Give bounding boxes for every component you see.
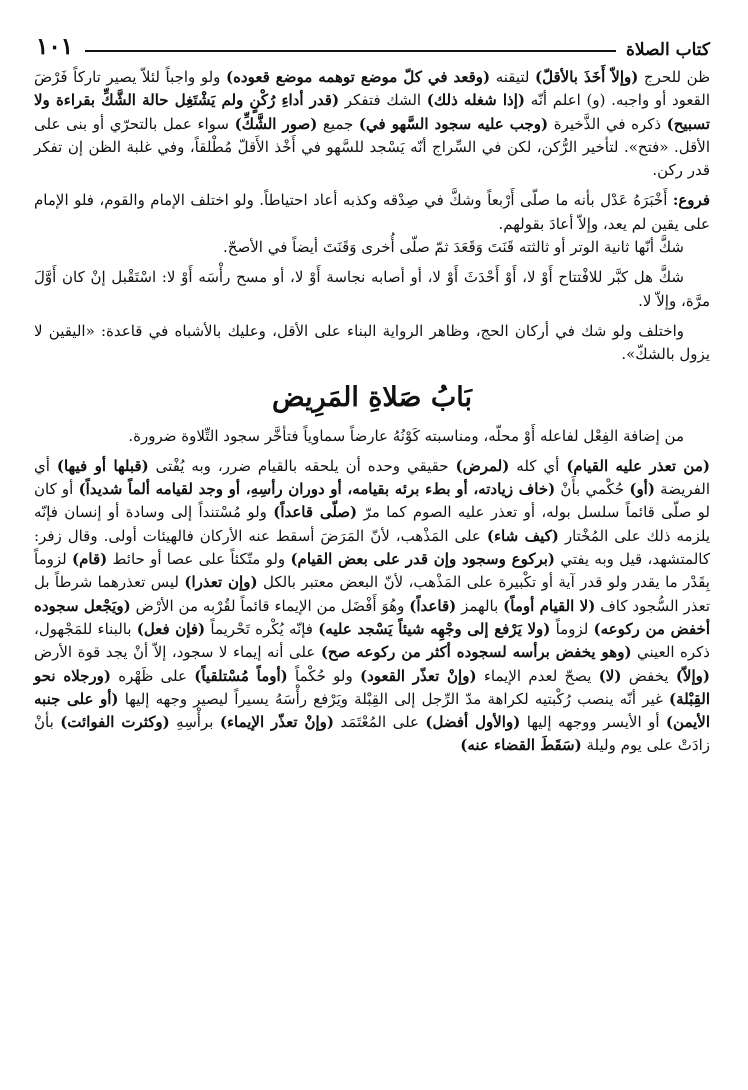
text-run: يصحّ لعدم الإيماء — [476, 666, 599, 685]
matn-bold-run: (خاف زيادته، أو بطء برئه بقيامه، أو دوران رأسِهِ، أو وجد لقيامه ألماً شديداً) — [78, 480, 556, 499]
text-run: ظن للحرج — [638, 68, 711, 86]
matn-bold-run: (أو) — [629, 480, 655, 499]
matn-bold-run: (ورجلاه نحو القِبْلة) — [34, 666, 710, 708]
matn-bold-run: (سَقَطَ القضاء عنه) — [460, 736, 582, 755]
matn-bold-run: (لا القيام أوماً) — [503, 596, 596, 615]
text-run: على المَذْهب، لأنّ المَرَضَ أسقط عنه الأركان فالهيئات أولى. وقال زفر: كالمتشهد، قيل وبه يفتي — [34, 526, 711, 569]
text-run: أو الأيسر ووجهه إليها — [520, 713, 666, 732]
text-run: سواء عمل بالتحرّي أو بنى على الأقل. «فتح». لتأخير الرُّكن، لكن في السِّراج أنّه يَسْجد للسَّهو في أَخْذ الأَقلّ مُطْلقاً، وفي غلبة الظن إن تفكر قدر ركن. — [34, 114, 711, 180]
paragraph-hajj-doubt: واختلف ولو شك في أركان الحج، وظاهر الرواية البناء على الأقل، وعليك بالأشباه في قاعدة: «اليقين لا يزول بالشكّ». — [34, 321, 710, 364]
text-run: ولو متّكئاً على عصا أو حائط — [107, 550, 291, 569]
paragraph-sick-prayer — [34, 455, 710, 758]
text-run: لتيقنه — [490, 68, 536, 86]
matn-bold-run: (وجب عليه سجود السَّهو في) — [358, 114, 549, 133]
text-run: بالهمز — [456, 596, 504, 615]
text-run: ذكره في الذَّخيرة — [548, 114, 667, 133]
text-run: بأنْ زادَتْ على يوم وليلة — [34, 713, 710, 755]
matn-bold-run: (وقعد في كلّ موضع توهمه موضع قعوده) — [225, 68, 491, 86]
matn-bold-run: (وإلاّ) — [675, 666, 710, 685]
paragraph-witr-doubt: شكَّ أنّها ثانية الوتر أو ثالثته قَنَتَ وَقَعَدَ ثمّ صلّى أُخرى وَقَنَتَ أيضاً في الأصحّ. — [223, 238, 684, 257]
text-run: على المُعْتَمَد — [333, 713, 426, 732]
matn-bold-run: (من تعذر عليه القيام) — [566, 456, 710, 475]
text-run: لزوماً بِقَدْر ما يقدر ولو قدر آية أو تكْبيرة على المَذْهب، لأنّ البعض معتبر بالكل — [34, 550, 710, 592]
text-run: بالبناء للمَجْهول، ذكره العيني — [34, 619, 710, 662]
text-run: أي الفريضة — [34, 456, 710, 499]
matn-bold-run: (قام) — [72, 550, 108, 569]
text-run: لزوماً — [550, 619, 594, 638]
text-run: غير أنّه ينصب رُكْبتيه لكراهة مدّ الرِّجل إلى القِبْلة ويَرْفع رأْسَهُ يسيراً ليصير وجهه إليها — [118, 689, 670, 708]
section-heading: بَابُ صَلاةِ المَرِيض — [272, 381, 472, 413]
text-run: أَخْبَرَهُ عَدْل بأنه ما صلّى أَرْبعاً وشكَّ في صِدْقه وكذبه أعاد احتياطاً. ولو اختلف الإمام والقوم، فلو الإمام على يقين لم يعد، وإلاّ أعادَ بقولهم. — [34, 191, 710, 233]
text-run: ولو حُكْماً — [287, 666, 360, 685]
page-number: ١٠١ — [36, 33, 74, 60]
text-run: أو كان لو صلّى قائماً سلسل بوله، أو تعذر عليه الصوم كما مرّ — [34, 480, 710, 522]
matn-bold-run: (لا) — [598, 666, 622, 685]
text-run: يخفض — [621, 666, 676, 685]
matn-bold-run: (لمرض) — [455, 456, 510, 475]
matn-bold-run: (فإن فعل) — [136, 619, 206, 638]
text-run: حُكْمي بأَنْ — [555, 480, 630, 499]
text-run: فإنّه يُكْره تَحْريماً — [205, 619, 319, 638]
text-run: أي كله — [509, 456, 567, 475]
matn-bold-run: (وإنْ تعذّر الإيماء) — [219, 713, 334, 732]
matn-bold-run: (إذا شغله ذلك) — [426, 91, 525, 110]
text-run: حقيقي وحده أن يلحقه بالقيام ضرر، وبه يُفْتى — [148, 456, 456, 475]
matn-bold-run: (أوماً مُسْتلقياً) — [194, 666, 288, 685]
matn-bold-run: (صور الشَّكِّ) — [234, 114, 318, 133]
paragraph-furu — [34, 189, 710, 236]
matn-bold-run: (قاعداً) — [409, 596, 457, 615]
text-run: ولو واجباً لئلاّ يصير تاركاً فَرْضَ القعود أو واجبه. (و) اعلم أنّه — [34, 68, 710, 110]
text-run: ليس تعذرهما شرطاً بل تعذر السُّجود كاف — [34, 573, 711, 615]
body-text — [34, 66, 710, 758]
text-run: على ظَهْره — [111, 666, 195, 685]
matn-bold-run: (بركوع وسجود وإن قدر على بعض القيام) — [290, 550, 556, 569]
matn-bold-run: (صلّى قاعداً) — [273, 503, 358, 522]
matn-bold-run: (وإنْ تعذّر القعود) — [359, 666, 477, 685]
book-page — [34, 30, 710, 1070]
running-header — [34, 30, 710, 60]
matn-bold-run: (وكثرت الفوائت) — [60, 713, 170, 732]
matn-bold-run: (قدر أداءِ رُكْنٍ ولم يَشْتَغِل حالة الشَّكِّ بقراءة ولا تسبيح) — [34, 91, 711, 133]
matn-bold-run: (ويَجْعل سجوده أخفض من ركوعه) — [34, 596, 710, 638]
matn-bold-run: (أو على جنبه الأيمن) — [34, 689, 711, 732]
furu-label: فروع: — [672, 191, 710, 210]
matn-bold-run: (وإن تعذرا) — [184, 573, 258, 592]
header-rule — [85, 50, 616, 52]
paragraph-1 — [34, 66, 710, 182]
matn-bold-run: (ولا يَرْفع إلى وجْهِه شيئاً يَسْجد عليه) — [318, 619, 551, 638]
matn-bold-run: (قبلها أو فيها) — [56, 456, 149, 475]
text-run: ولو مُسْتنداً إلى وسادة أو إنسان فإنّه يلزمه ذلك على المُخْتار — [34, 503, 710, 545]
text-run: على أنه إيماء لا سجود، إلاّ أنْ يجد قوة الأرض — [34, 643, 321, 662]
text-run: وهُوَ أَفْضَل من الإيماء قائماً لقُرْبه من الأرْض — [130, 596, 410, 615]
matn-bold-run: (وهو يخفض برأسه لسجوده أكثر من ركوعه صح) — [320, 643, 632, 662]
text-run: برأْسِهِ — [169, 713, 220, 732]
chapter-title: كتاب الصلاة — [625, 40, 710, 60]
text-run: الشك فتفكر — [339, 91, 427, 110]
paragraph-takbir-doubt: شكَّ هل كبَّر للافْتتاح أَوْ لا، أَوْ أَحْدَثَ أَوْ لا، أو أصابه نجاسة أَوْ لا، أو مسح رأْسَه أَوْ لا: اسْتَقْبل إنْ كان أَوَّلَ مرَّة، وإلاّ لا. — [34, 268, 710, 310]
paragraph-intro: من إضافة الفِعْل لفاعله أَوْ محلّه، ومناسبته كَوْنُهُ عارضاً سماوياً فتأخَّر سجود التِّلاوة ضرورة. — [128, 426, 684, 445]
matn-bold-run: (وإلاّ أَخَذَ بالأقلّ) — [535, 68, 639, 86]
matn-bold-run: (والأول أفضل) — [425, 713, 521, 732]
matn-bold-run: (كيف شاء) — [486, 526, 559, 545]
text-run: جميع — [317, 114, 359, 133]
